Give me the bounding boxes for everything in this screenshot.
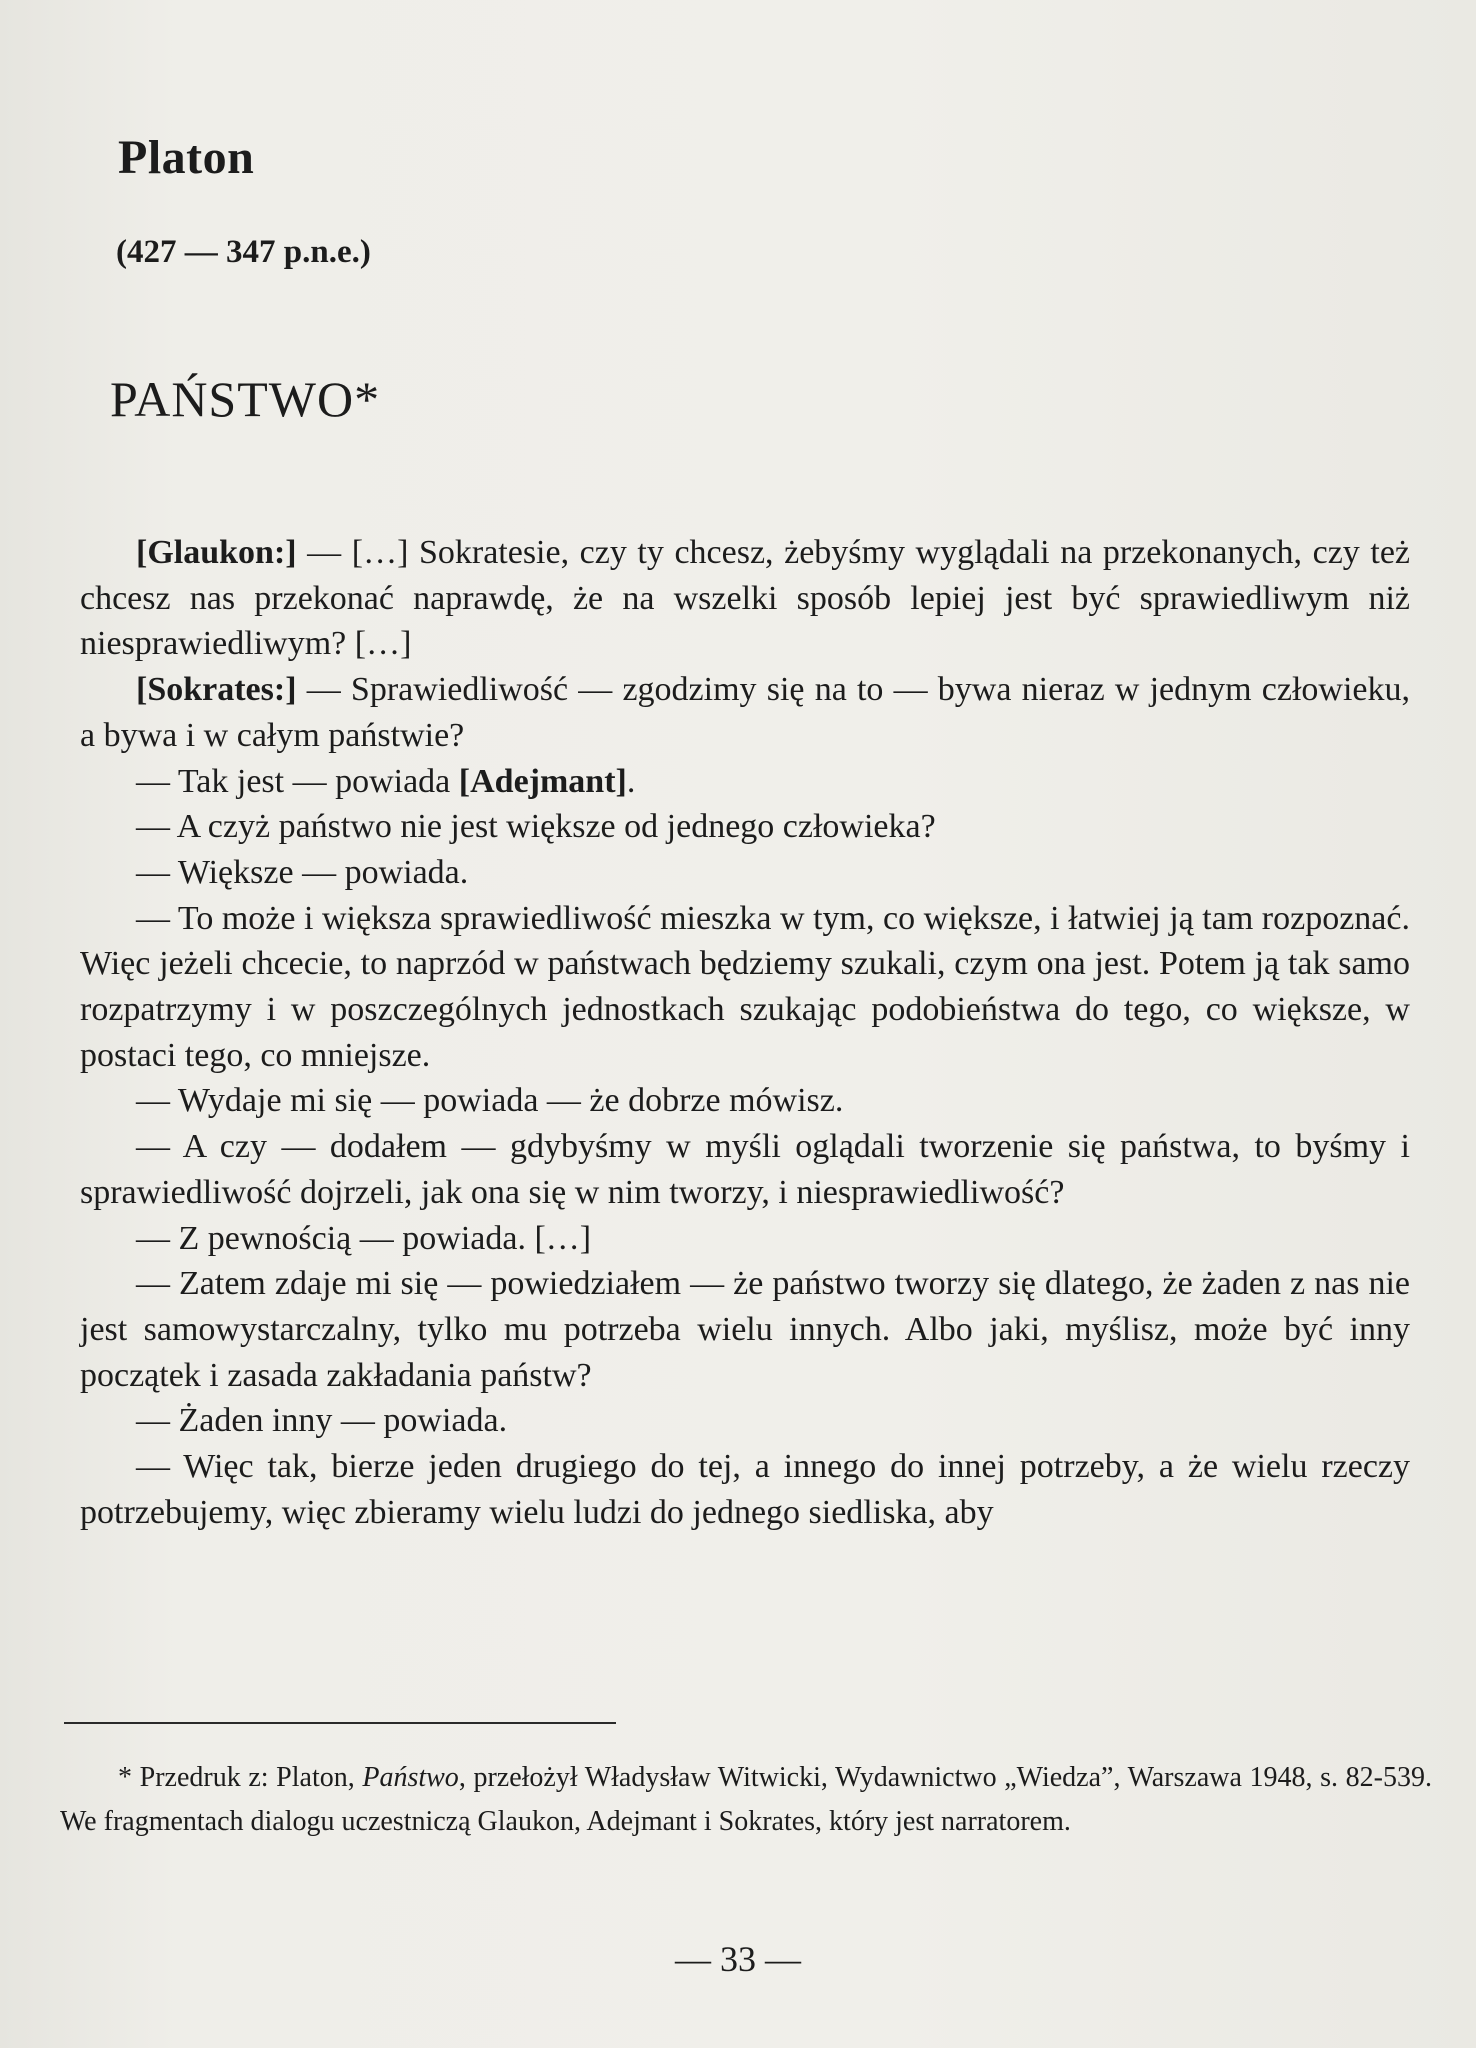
speaker-label: [Adejmant] [458, 762, 627, 800]
footnote-lead: * Przedruk z: Platon, [118, 1762, 363, 1793]
paragraph-text: — Zatem zdaje mi się — powiedziałem — że państwo tworzy się dlatego, że żaden z nas nie jest samowystarczalny, tylko mu potrzeba wielu innych. Albo jaki, myślisz, może być inny początek i zasada zakładania państw? [80, 1265, 1410, 1394]
paragraph-text: — A czyż państwo nie jest większe od jednego człowieka? [136, 808, 936, 846]
paragraph [80, 1398, 1410, 1444]
paragraph-text: . [626, 762, 636, 800]
paragraph-text: — Z pewnością — powiada. […] [136, 1219, 592, 1257]
footnote [60, 1756, 1432, 1844]
paragraph [80, 1261, 1410, 1398]
paragraph [80, 1078, 1410, 1124]
paragraph-text: — Sprawiedliwość — zgodzimy się na to — bywa nieraz w jednym człowieku, a bywa i w całym państwie? [80, 671, 1410, 754]
footnote-title: Państwo [362, 1762, 459, 1793]
speaker-label: [Glaukon:] [136, 534, 297, 571]
dialogue-text [80, 530, 1410, 1535]
author-dates: (427 — 347 p.n.e.) [116, 234, 371, 270]
paragraph [80, 850, 1410, 896]
paragraph [80, 667, 1410, 758]
paragraph-text: — Tak jest — powiada [136, 762, 459, 800]
paragraph-text: — To może i większa sprawiedliwość mieszka w tym, co większe, i łatwiej ją tam rozpoznać. Więc jeżeli chcecie, to naprzód w państwach będziemy szukali, czym ona jest. Potem ją tak samo rozpatrzymy i w poszczególnych jednostkach szukając podobieństwa do tego, co większe, w postaci tego, co mniejsze. [80, 899, 1410, 1074]
footnote-rest: , przełożył Władysław Witwicki, Wydawnictwo „Wiedza”, Warszawa 1948, s. 82-539. We fragmentach dialogu uczestniczą Glaukon, Adejmant i Sokrates, który jest narratorem. [60, 1762, 1432, 1837]
page-number: — 33 — [675, 1939, 801, 1979]
work-title: PAŃSTWO* [110, 371, 381, 427]
footnote-divider [64, 1722, 616, 1724]
paragraph [80, 804, 1410, 850]
speaker-label: [Sokrates:] [136, 671, 297, 709]
paragraph-text: — Większe — powiada. [136, 853, 469, 891]
paragraph-text: — […] Sokratesie, czy ty chcesz, żebyśmy wyglądali na przekonanych, czy też chcesz nas przekonać naprawdę, że na wszelki sposób lepiej jest być sprawiedliwym niż niesprawiedliwym? […] [80, 534, 1410, 663]
paragraph-text: — A czy — dodałem — gdybyśmy w myśli oglądali tworzenie się państwa, to byśmy i sprawiedliwość dojrzeli, jak ona się w nim tworzy, i niesprawiedliwość? [80, 1128, 1410, 1211]
paragraph-text: — Żaden inny — powiada. [136, 1402, 508, 1440]
paragraph [80, 530, 1410, 667]
paragraph-text: — Wydaje mi się — powiada — że dobrze mówisz. [136, 1082, 844, 1120]
author-heading: Platon [118, 131, 255, 184]
paragraph [80, 1444, 1410, 1535]
paragraph [80, 759, 1410, 805]
paragraph-text: — Więc tak, bierze jeden drugiego do tej, a innego do innej potrzeby, a że wielu rzeczy potrzebujemy, więc zbieramy wielu ludzi do jednego siedliska, aby [80, 1448, 1410, 1531]
paragraph [80, 896, 1410, 1079]
paragraph [80, 1216, 1410, 1262]
paragraph [80, 1124, 1410, 1215]
